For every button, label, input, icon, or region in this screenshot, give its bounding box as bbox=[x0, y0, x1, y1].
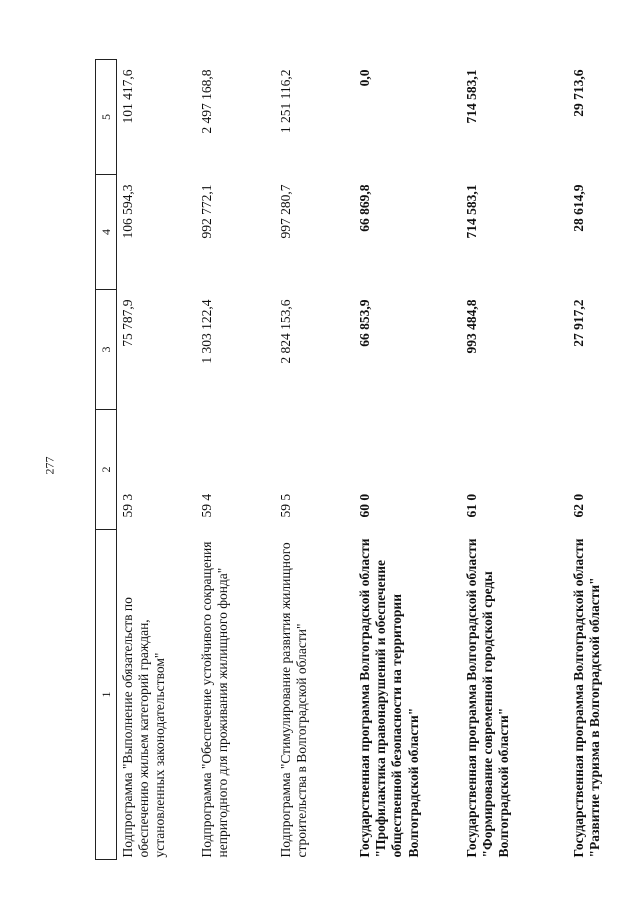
page-number: 277 bbox=[42, 456, 57, 475]
table-row bbox=[461, 60, 568, 860]
row-value-year2: 992 772,1 bbox=[199, 184, 214, 239]
row-value-year3: 101 417,6 bbox=[120, 69, 135, 124]
row-value-year2: 997 280,7 bbox=[278, 184, 293, 239]
table-row bbox=[275, 60, 354, 860]
row-value-year2: 106 594,3 bbox=[120, 184, 135, 239]
row-code: 62 0 bbox=[571, 493, 586, 518]
table-row bbox=[196, 60, 275, 860]
header-col-4: 4 bbox=[96, 175, 117, 290]
row-name: Государственная программа Волгоградской области "Профилактика правонарушений и обеспечение общественной безопасности на территории Волгоградской области" bbox=[357, 538, 421, 858]
row-value-year3: 2 497 168,8 bbox=[199, 69, 214, 134]
row-value-year2: 714 583,1 bbox=[464, 184, 479, 239]
header-col-3: 3 bbox=[96, 290, 117, 410]
row-name: Государственная программа Волгоградской области "Развитие туризма в Волгоградской области" bbox=[571, 538, 603, 858]
row-name: Подпрограмма "Обеспечение устойчивого сокращения непригодного для проживания жилищного фонда" bbox=[199, 541, 231, 858]
header-col-5: 5 bbox=[96, 60, 117, 175]
row-code: 59 3 bbox=[120, 493, 135, 518]
header-col-1: 1 bbox=[96, 530, 117, 860]
budget-table bbox=[95, 59, 640, 860]
table-header-row bbox=[96, 60, 117, 860]
row-code: 59 4 bbox=[199, 493, 214, 518]
row-value-year2: 66 869,8 bbox=[357, 184, 372, 232]
row-value-year2: 28 614,9 bbox=[571, 184, 586, 232]
row-value-year1: 27 917,2 bbox=[571, 299, 586, 347]
row-value-year3: 0,0 bbox=[357, 69, 372, 87]
row-value-year3: 714 583,1 bbox=[464, 69, 479, 124]
table-row bbox=[354, 60, 461, 860]
row-value-year3: 29 713,6 bbox=[571, 69, 586, 117]
row-value-year1: 2 824 153,6 bbox=[278, 299, 293, 364]
row-code: 61 0 bbox=[464, 493, 479, 518]
row-name: Подпрограмма "Выполнение обязательств по обеспечению жильем категорий граждан, установленных законодательством" bbox=[120, 597, 168, 858]
row-code: 59 5 bbox=[278, 493, 293, 518]
table-row bbox=[117, 60, 197, 860]
row-name: Подпрограмма "Стимулирование развития жилищного строительства в Волгоградской области" bbox=[278, 542, 310, 858]
row-name: Государственная программа Волгоградской области "Формирование современной городской среды Волгоградской области" bbox=[464, 538, 512, 858]
row-value-year1: 993 484,8 bbox=[464, 299, 479, 354]
row-value-year3: 1 251 116,2 bbox=[278, 69, 293, 134]
row-value-year1: 66 853,9 bbox=[357, 299, 372, 347]
header-col-2: 2 bbox=[96, 410, 117, 530]
row-value-year1: 1 303 122,4 bbox=[199, 299, 214, 364]
row-value-year1: 75 787,9 bbox=[120, 299, 135, 347]
row-code: 60 0 bbox=[357, 493, 372, 518]
rotated-table-container bbox=[95, 60, 640, 860]
table-row bbox=[568, 60, 640, 860]
